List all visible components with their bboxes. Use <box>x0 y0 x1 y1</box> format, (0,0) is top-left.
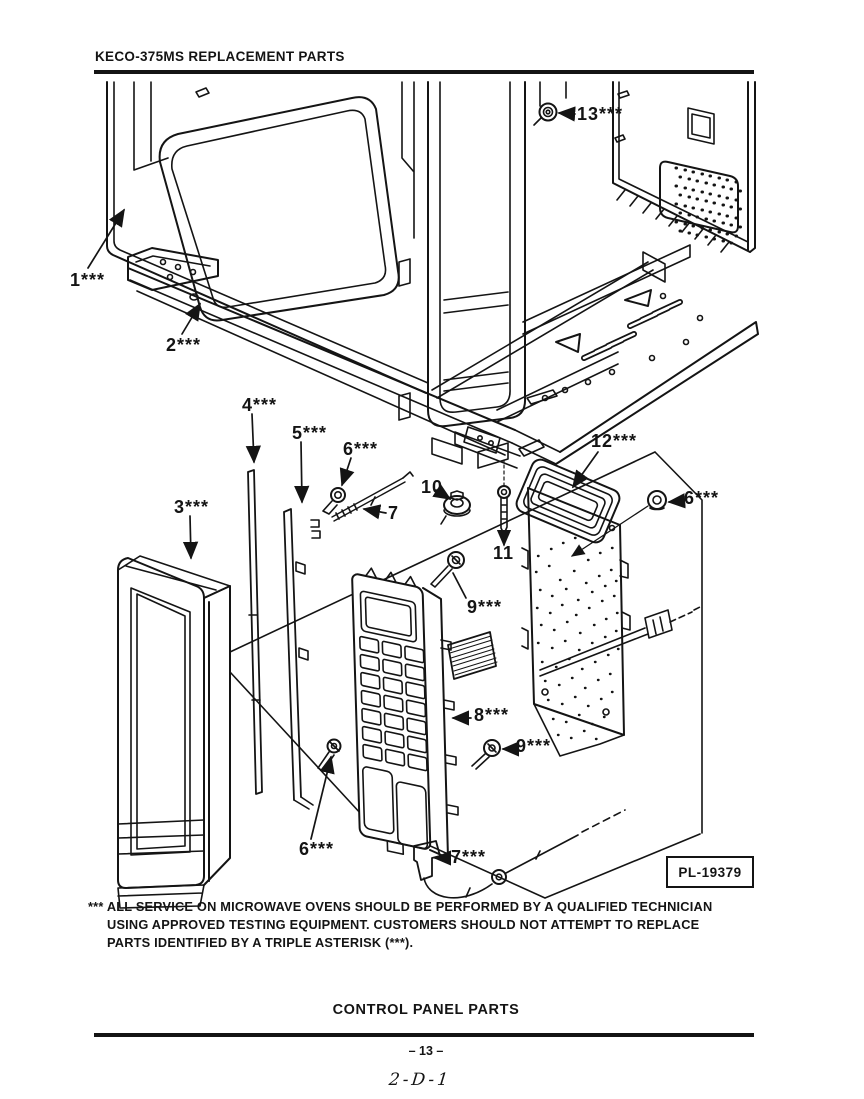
rear-panel-drawing <box>613 82 755 252</box>
outer-case-drawing <box>107 82 428 393</box>
screw-9-upper-drawing <box>431 552 464 587</box>
callout-label-7: 7 <box>388 503 400 523</box>
cavity-frame-drawing <box>399 82 566 468</box>
callout-label-7-ground: 7*** <box>451 847 487 867</box>
screw-9-lower-drawing <box>472 740 500 769</box>
callout-label-12: 12*** <box>591 431 638 451</box>
section-title: CONTROL PANEL PARTS <box>332 1002 520 1018</box>
callout-label-8: 8*** <box>474 705 510 725</box>
callout-label-6-right: 6*** <box>684 488 720 508</box>
footnote-line-3: PARTS IDENTIFIED BY A TRIPLE ASTERISK (***). <box>107 935 414 950</box>
footer-rule <box>94 1033 754 1037</box>
callout-label-9-upper: 9*** <box>467 597 503 617</box>
circuit-board-drawing <box>514 457 630 756</box>
callout-label-9-lower: 9*** <box>516 736 552 756</box>
footnote-line-2: USING APPROVED TESTING EQUIPMENT. CUSTOMERS SHOULD NOT ATTEMPT TO REPLACE <box>107 917 700 932</box>
ribbon-cable-drawing <box>448 632 497 679</box>
callout-label-10: 10 <box>421 477 444 497</box>
callout-label-13: 13*** <box>577 104 624 124</box>
callout-label-3: 3*** <box>174 497 210 517</box>
screw-11-drawing <box>498 460 510 545</box>
page-number: – 13 – <box>408 1044 444 1058</box>
callout-label-6-upper: 6*** <box>343 439 379 459</box>
plate-number: PL-19379 <box>678 864 742 880</box>
base-pan-drawing <box>128 245 758 464</box>
bezel-drawing <box>118 556 230 908</box>
callout-label-2: 2*** <box>166 335 202 355</box>
page-header-title: KECO-375MS REPLACEMENT PARTS <box>95 49 345 64</box>
ground-wire-drawing <box>414 810 625 898</box>
callout-label-1: 1*** <box>70 270 106 290</box>
document-code: 2-D-1 <box>387 1070 453 1090</box>
callout-label-6-lower: 6*** <box>299 839 335 859</box>
callout-label-5: 5*** <box>292 423 328 443</box>
plate-number-box <box>666 856 754 888</box>
callout-label-11: 11 <box>493 543 515 563</box>
chassis-corner-drawing <box>455 427 544 468</box>
footnote-line-1: *** ALL SERVICE ON MICROWAVE OVENS SHOULD BE PERFORMED BY A QUALIFIED TECHNICIAN <box>88 899 713 914</box>
callout-label-4: 4*** <box>242 395 278 415</box>
vent-slots <box>584 302 680 358</box>
